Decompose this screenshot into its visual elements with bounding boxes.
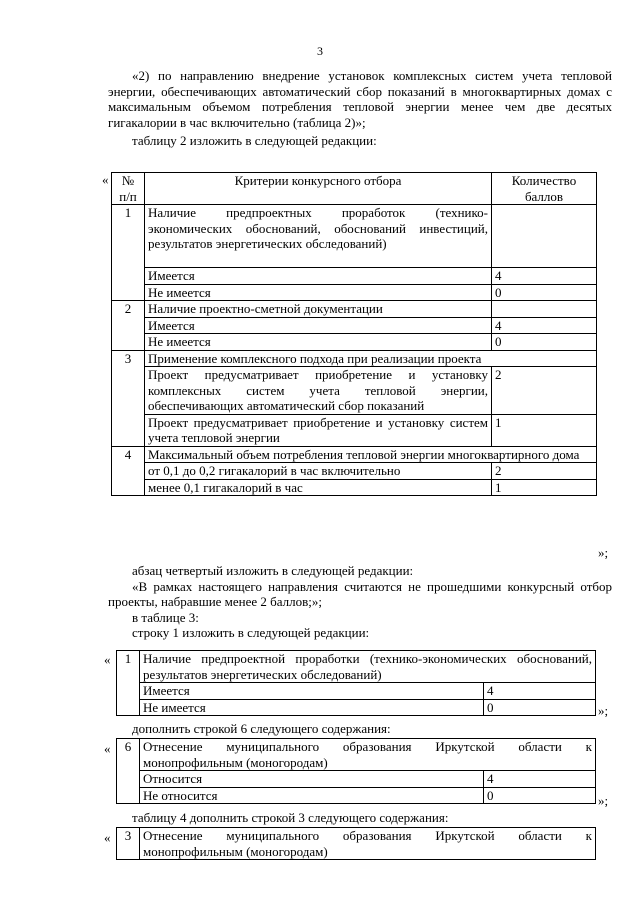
header-num: № п/п [112,173,145,205]
table-row [117,651,596,683]
option-row [117,699,596,716]
option-value: 4 [492,317,597,334]
middle-line4: строку 1 изложить в следующей редакции: [132,625,370,640]
row-num: 1 [112,205,145,301]
t3r1-close-quote: »; [598,703,609,718]
option-value: 4 [484,771,596,788]
intro-block [108,68,612,149]
table3-row6 [116,738,596,804]
table2 [111,172,597,496]
table2-intro: таблицу 2 изложить в следующей редакции: [132,133,377,148]
row-num: 3 [112,350,145,446]
page-number: 3 [317,44,323,58]
option-value: 2 [492,463,597,480]
t3r6-close-quote: »; [598,793,609,808]
option-label: Не имеется [140,699,484,716]
option-row [112,367,597,415]
row-criterion: Максимальный объем потребления тепловой энергии многоквартирного дома [145,446,597,463]
option-row [112,414,597,446]
row-criterion: Отнесение муниципального образования Иркутской области к монопрофильным (моногородам) [140,828,596,860]
header-points: Количество баллов [492,173,597,205]
option-value: 0 [492,334,597,351]
option-row [117,787,596,804]
option-row [112,284,597,301]
option-value: 0 [484,787,596,804]
option-row [112,334,597,351]
option-value: 4 [484,683,596,700]
option-value: 0 [492,284,597,301]
table4-row3 [116,827,596,860]
option-label: Не относится [140,787,484,804]
row-num: 4 [112,446,145,496]
row-criterion: Наличие проектно-сметной документации [145,301,492,318]
row-num: 2 [112,301,145,351]
option-value: 1 [492,479,597,496]
option-label: Имеется [140,683,484,700]
middle-line3: в таблице 3: [132,609,199,625]
option-label: Проект предусматривает приобретение и установку систем учета тепловой энергии [145,414,492,446]
t3r6-open-quote: « [104,741,111,756]
table-row [112,301,597,318]
item2-paragraph: «2) по направлению внедрение установок комплексных систем учета тепловой энергии, обеспечивающих автоматический сбор показаний в многоквартирных домах с максимальным объемом потребления тепловой энергии менее чем две десятых гигакалории в час включительно (таблица 2)»; [108,68,612,130]
table-row [117,828,596,860]
middle-block [108,563,612,641]
t4r3-open-quote: « [104,830,111,845]
header-criteria: Критерии конкурсного отбора [145,173,492,205]
option-row [117,771,596,788]
table2-open-quote: « [102,172,109,187]
row-criterion: Применение комплексного подхода при реализации проекта [145,350,597,367]
option-label: Проект предусматривает приобретение и установку комплексных систем учета тепловой энергии, обеспечивающих автоматический сбор показаний [145,367,492,415]
table2-close-quote: »; [598,545,609,560]
table4-text: таблицу 4 дополнить строкой 3 следующего содержания: [132,810,449,825]
row-num: 3 [117,828,140,860]
option-row [112,463,597,480]
table-row [112,446,597,463]
option-label: Имеется [145,317,492,334]
middle-line1: абзац четвертый изложить в следующей редакции: [132,563,414,578]
option-label: Не имеется [145,284,492,301]
table-row [112,205,597,268]
option-value: 2 [492,367,597,415]
option-label: Имеется [145,268,492,285]
option-row [112,268,597,285]
option-label: менее 0,1 гигакалорий в час [145,479,492,496]
table2-header-row [112,173,597,205]
option-label: от 0,1 до 0,2 гигакалорий в час включительно [145,463,492,480]
table-row [117,739,596,771]
table3-row1 [116,650,596,716]
row-num: 6 [117,739,140,804]
row-num: 1 [117,651,140,716]
option-row [117,683,596,700]
option-value: 0 [484,699,596,716]
t3r1-open-quote: « [104,652,111,667]
middle-line2: «В рамках настоящего направления считаются не прошедшими конкурсный отбор проекты, набравшие менее 2 баллов;»; [108,578,612,609]
row-criterion: Отнесение муниципального образования Иркутской области к монопрофильным (моногородам) [140,739,596,771]
option-label: Относится [140,771,484,788]
option-value: 4 [492,268,597,285]
option-row [112,479,597,496]
row-points-empty [492,205,597,268]
row-criterion: Наличие предпроектных проработок (технико-экономических обоснований, обоснований инвестиций, результатов энергетических обследований) [145,205,492,268]
add-row6-text: дополнить строкой 6 следующего содержания: [132,721,391,736]
row-points-empty [492,301,597,318]
option-row [112,317,597,334]
option-label: Не имеется [145,334,492,351]
row-criterion: Наличие предпроектной проработки (технико-экономических обоснований, результатов энергетических обследований) [140,651,596,683]
option-value: 1 [492,414,597,446]
table-row [112,350,597,367]
